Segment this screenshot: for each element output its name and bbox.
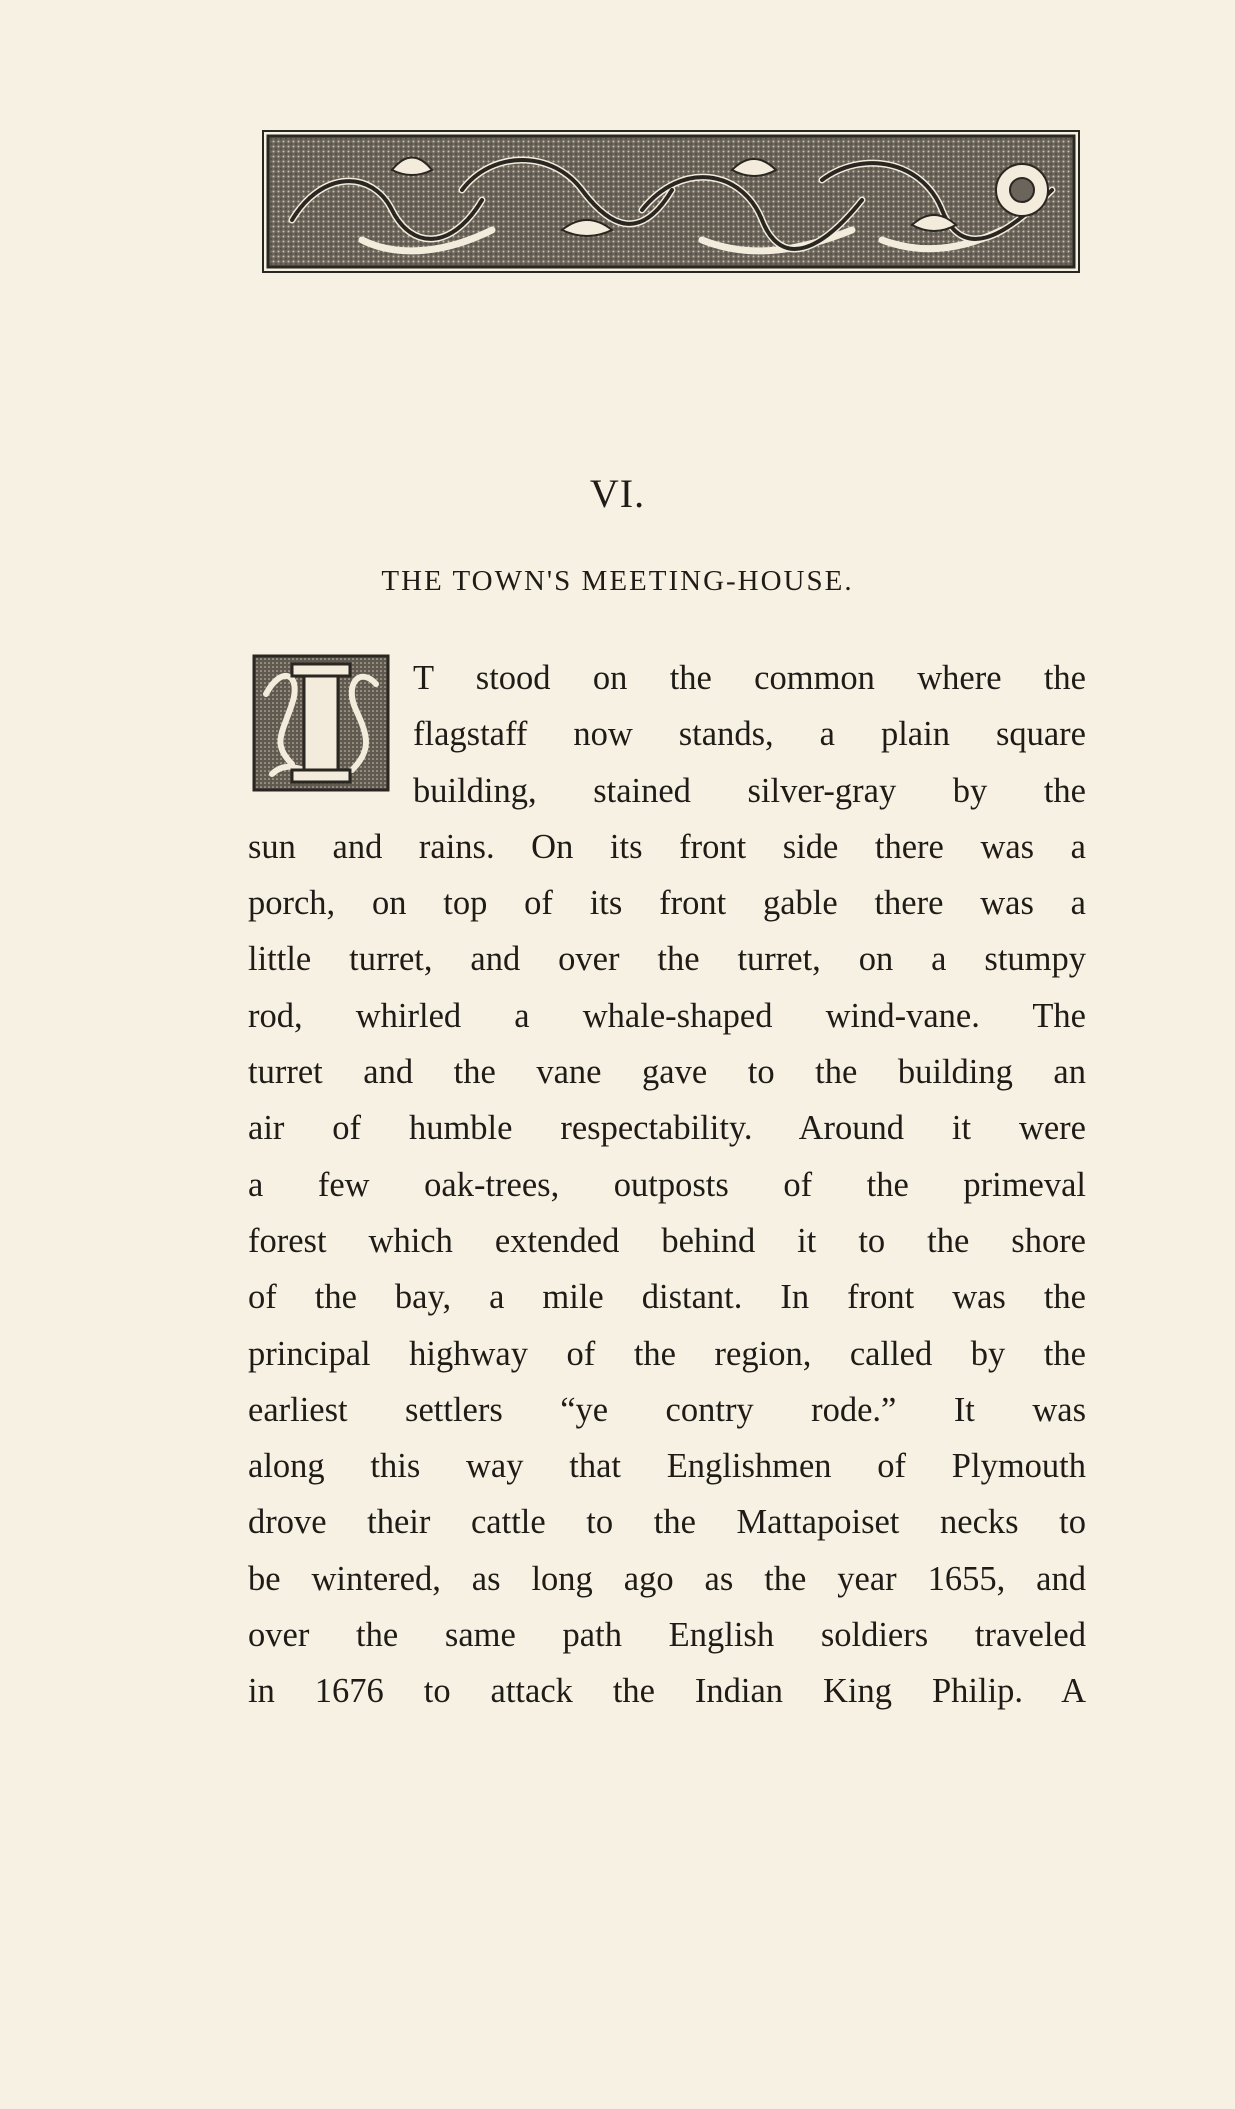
text-line: rod, whirled a whale-shaped wind-vane. The	[248, 996, 1086, 1035]
ornamental-headpiece	[262, 130, 1080, 273]
text-line: T stood on the common where the	[413, 659, 1086, 697]
text-line: earliest settlers “ye contry rode.” It was	[248, 1390, 1086, 1429]
text-line: in 1676 to attack the Indian King Philip. A	[248, 1672, 1086, 1711]
text-line: along this way that Englishmen of Plymouth	[248, 1447, 1086, 1486]
text-line: be wintered, as long ago as the year 1655, and	[248, 1559, 1086, 1598]
text-line: of the bay, a mile distant. In front was the	[248, 1278, 1086, 1317]
chapter-title: THE TOWN'S MEETING-HOUSE.	[381, 565, 854, 597]
text-line: air of humble respectability. Around it were	[248, 1109, 1086, 1148]
text-line: principal highway of the region, called by the	[248, 1334, 1086, 1373]
text-line: over the same path English soldiers traveled	[248, 1616, 1086, 1655]
chapter-body	[248, 650, 1086, 1720]
text-line: building, stained silver-gray by the	[413, 771, 1086, 810]
text-line: forest which extended behind it to the shore	[248, 1221, 1086, 1260]
text-line: porch, on top of its front gable there was a	[248, 884, 1086, 923]
text-line: sun and rains. On its front side there was a	[248, 827, 1086, 866]
text-line: little turret, and over the turret, on a stumpy	[248, 940, 1086, 979]
text-line: turret and the vane gave to the building an	[248, 1053, 1086, 1092]
text-line: flagstaff now stands, a plain square	[413, 715, 1086, 754]
chapter-number: VI.	[589, 471, 646, 516]
text-line: a few oak-trees, outposts of the primeval	[248, 1165, 1086, 1204]
text-line: drove their cattle to the Mattapoiset necks to	[248, 1503, 1086, 1542]
acanthus-scroll-ornament-icon	[262, 130, 1080, 273]
